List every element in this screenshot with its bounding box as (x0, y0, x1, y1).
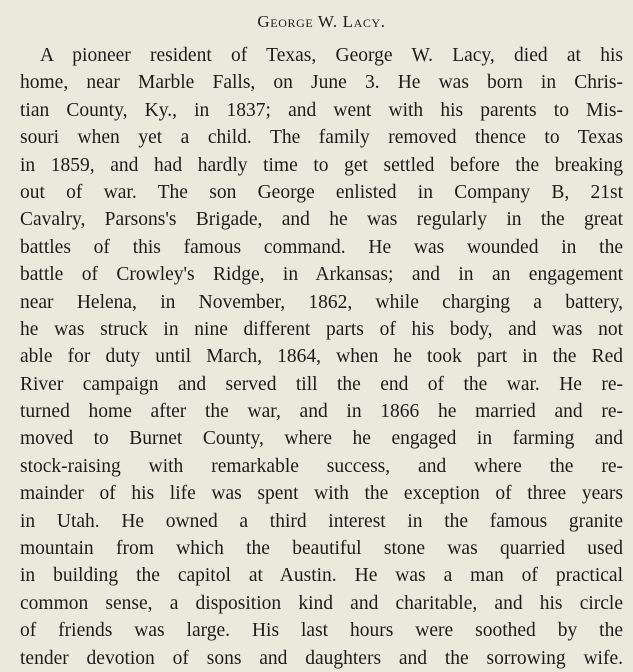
body-line: he was struck in nine different parts of his body, and was not (20, 318, 623, 340)
body-line: River campaign and served till the end of the war. He re- (20, 373, 623, 395)
body-line: battle of Crowley's Ridge, in Arkansas; and in an engagement (20, 264, 623, 286)
body-line: moved to Burnet County, where he engaged in farming and (20, 428, 623, 450)
body-line: in 1859, and had hardly time to get settled before the breaking (20, 154, 623, 176)
body-line: stock-raising with remarkable success, and where the re- (20, 455, 623, 477)
body-line: able for duty until March, 1864, when he took part in the Red (20, 346, 623, 368)
body-line: tender devotion of sons and daughters and the sorrowing wife. (20, 647, 623, 669)
body-line: turned home after the war, and in 1866 he married and re- (20, 401, 623, 423)
body-line: souri when yet a child. The family removed thence to Texas (20, 127, 623, 149)
body-line: mainder of his life was spent with the exception of three years (20, 483, 623, 505)
article-body (20, 42, 623, 672)
body-line: battles of this famous command. He was wounded in the (20, 236, 623, 258)
body-line: Cavalry, Parsons's Brigade, and he was regularly in the great (20, 209, 623, 231)
body-line: of friends was large. His last hours were soothed by the (20, 620, 623, 642)
body-line: in building the capitol at Austin. He was a man of practical (20, 565, 623, 587)
body-line: near Helena, in November, 1862, while charging a battery, (20, 291, 623, 313)
body-line: mountain from which the beautiful stone was quarried used (20, 538, 623, 560)
body-line: out of war. The son George enlisted in Company B, 21st (20, 181, 623, 203)
body-line: A pioneer resident of Texas, George W. Lacy, died at his (40, 45, 623, 66)
body-line: common sense, a disposition kind and charitable, and his circle (20, 592, 623, 614)
article-title: George W. Lacy. (257, 12, 386, 31)
body-line: tian County, Ky., in 1837; and went with his parents to Mis- (20, 99, 623, 121)
body-line: in Utah. He owned a third interest in the famous granite (20, 510, 623, 532)
body-line: home, near Marble Falls, on June 3. He was born in Chris- (20, 72, 623, 94)
